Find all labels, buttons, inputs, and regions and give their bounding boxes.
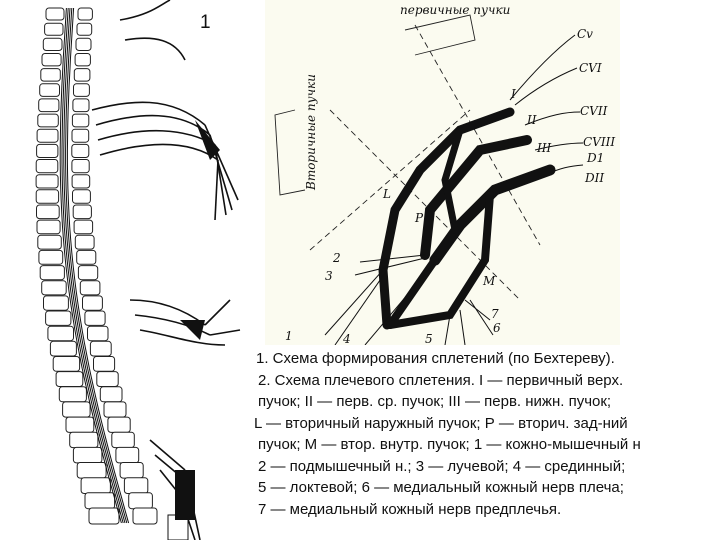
caption-line-3: пучок; II — перв. ср. пучок; III — перв. нижн. пучок; <box>258 393 612 410</box>
vertebra <box>112 432 135 447</box>
vertebra <box>75 235 94 249</box>
vertebra <box>73 190 91 204</box>
vertebra <box>45 23 63 35</box>
caption-line-5: пучок; М — втор. внутр. пучок; 1 — кожно-мышечный н <box>258 436 641 453</box>
vertebra <box>124 478 147 494</box>
vertebra <box>78 266 97 280</box>
vertebra <box>77 463 106 479</box>
vertebra <box>80 281 100 295</box>
vertebra <box>100 387 122 402</box>
vertebra <box>41 69 61 82</box>
vertebra <box>46 8 64 20</box>
spinal-plexus-figure <box>0 0 248 540</box>
vertebra <box>77 250 96 264</box>
vertebra <box>59 387 86 402</box>
secondary-bundles-label: Вторичные пучки <box>304 74 318 190</box>
vertebra <box>36 175 58 188</box>
caption-line-6: 2 — подмышечный н.; 3 — лучевой; 4 — срединный; <box>258 457 626 475</box>
root-cv: Cv <box>577 27 593 41</box>
vertebra <box>73 205 91 219</box>
nerve-4: 4 <box>343 332 351 345</box>
nerve-6: 6 <box>493 321 501 335</box>
mark-L: L <box>383 187 391 201</box>
vertebra <box>108 417 130 432</box>
vertebra <box>75 54 90 66</box>
vertebra <box>104 402 126 417</box>
vertebra <box>73 99 89 112</box>
vertebra <box>36 160 58 173</box>
vertebra <box>133 508 157 524</box>
vertebra <box>37 144 58 157</box>
nerve-2: 2 <box>333 251 341 265</box>
vertebra <box>38 114 59 127</box>
vertebra <box>72 114 88 127</box>
vertebra <box>81 478 110 494</box>
vertebra <box>36 190 58 204</box>
vertebra <box>89 508 119 524</box>
vertebra <box>37 205 60 219</box>
vertebra <box>72 175 90 188</box>
vertebra <box>56 372 83 387</box>
figure-number-1: 1 <box>200 12 211 33</box>
vertebra <box>40 266 64 280</box>
vertebra <box>85 311 105 325</box>
caption-line-2: 2. Схема плечевого сплетения. I — первичный верх. <box>258 371 624 389</box>
primary-bundles-label: первичные пучки <box>400 3 511 17</box>
caption-line-1: 1. Схема формирования сплетений (по Бехтереву). <box>256 350 615 367</box>
vertebra <box>39 250 63 264</box>
vertebra <box>63 402 91 417</box>
root-cvi: CVI <box>579 61 602 75</box>
vertebra <box>37 220 60 234</box>
vertebra <box>73 447 102 463</box>
vertebra <box>77 23 92 35</box>
vertebra <box>37 129 58 142</box>
vertebra <box>72 160 89 173</box>
vertebral-column <box>36 8 157 524</box>
brachial-plexus-figure <box>265 0 620 345</box>
vertebra <box>53 357 79 372</box>
vertebra <box>76 38 91 50</box>
vertebra <box>40 84 60 97</box>
vertebra <box>44 296 69 310</box>
root-dii: DII <box>585 171 605 185</box>
vertebra <box>120 463 143 479</box>
vertebra <box>72 144 89 157</box>
mark-I: I <box>511 87 516 101</box>
nerve-7: 7 <box>491 307 499 321</box>
nerve-3: 3 <box>325 269 333 283</box>
vertebra <box>42 54 61 66</box>
primary-bracket <box>405 15 475 55</box>
lower-plexus-node <box>180 320 205 340</box>
vertebra <box>78 8 92 20</box>
caption-line-8: 7 — медиальный кожный нерв предплечья. <box>258 500 562 518</box>
figure-caption <box>248 348 720 520</box>
vertebra <box>48 326 74 341</box>
vertebra <box>116 447 139 463</box>
vertebra <box>83 296 103 310</box>
vertebra <box>129 493 153 509</box>
nerve-5: 5 <box>425 332 433 345</box>
vertebra <box>70 432 98 447</box>
vertebra <box>50 341 76 356</box>
plexus-upper <box>92 0 238 220</box>
caption-line-4: L — вторичный наружный пучок; Р — вторич. зад-ний <box>254 414 628 432</box>
sacral-plexus-node <box>175 470 195 520</box>
vertebra <box>42 281 66 295</box>
vertebra <box>88 326 109 341</box>
secondary-bracket <box>275 110 305 195</box>
mark-III: III <box>537 141 552 155</box>
vertebra <box>74 84 90 97</box>
vertebra <box>85 493 115 509</box>
vertebra <box>43 38 62 50</box>
root-cviii: CVIII <box>583 135 616 149</box>
vertebra <box>74 69 90 82</box>
vertebra <box>38 235 62 249</box>
vertebra <box>46 311 71 325</box>
vertebra <box>74 220 93 234</box>
nerve-1: 1 <box>285 329 293 343</box>
vertebra <box>90 341 111 356</box>
root-d1: D1 <box>587 151 605 165</box>
vertebra <box>72 129 89 142</box>
caption-line-7: 5 — локтевой; 6 — медиальный кожный нерв плеча; <box>258 479 624 496</box>
vertebra <box>66 417 94 432</box>
vertebra <box>97 372 118 387</box>
mark-P: P <box>415 211 424 225</box>
vertebra <box>39 99 59 112</box>
mark-M: M <box>483 274 496 288</box>
root-cvii: CVII <box>580 104 608 118</box>
vertebra <box>94 357 115 372</box>
mark-II: II <box>527 113 537 127</box>
